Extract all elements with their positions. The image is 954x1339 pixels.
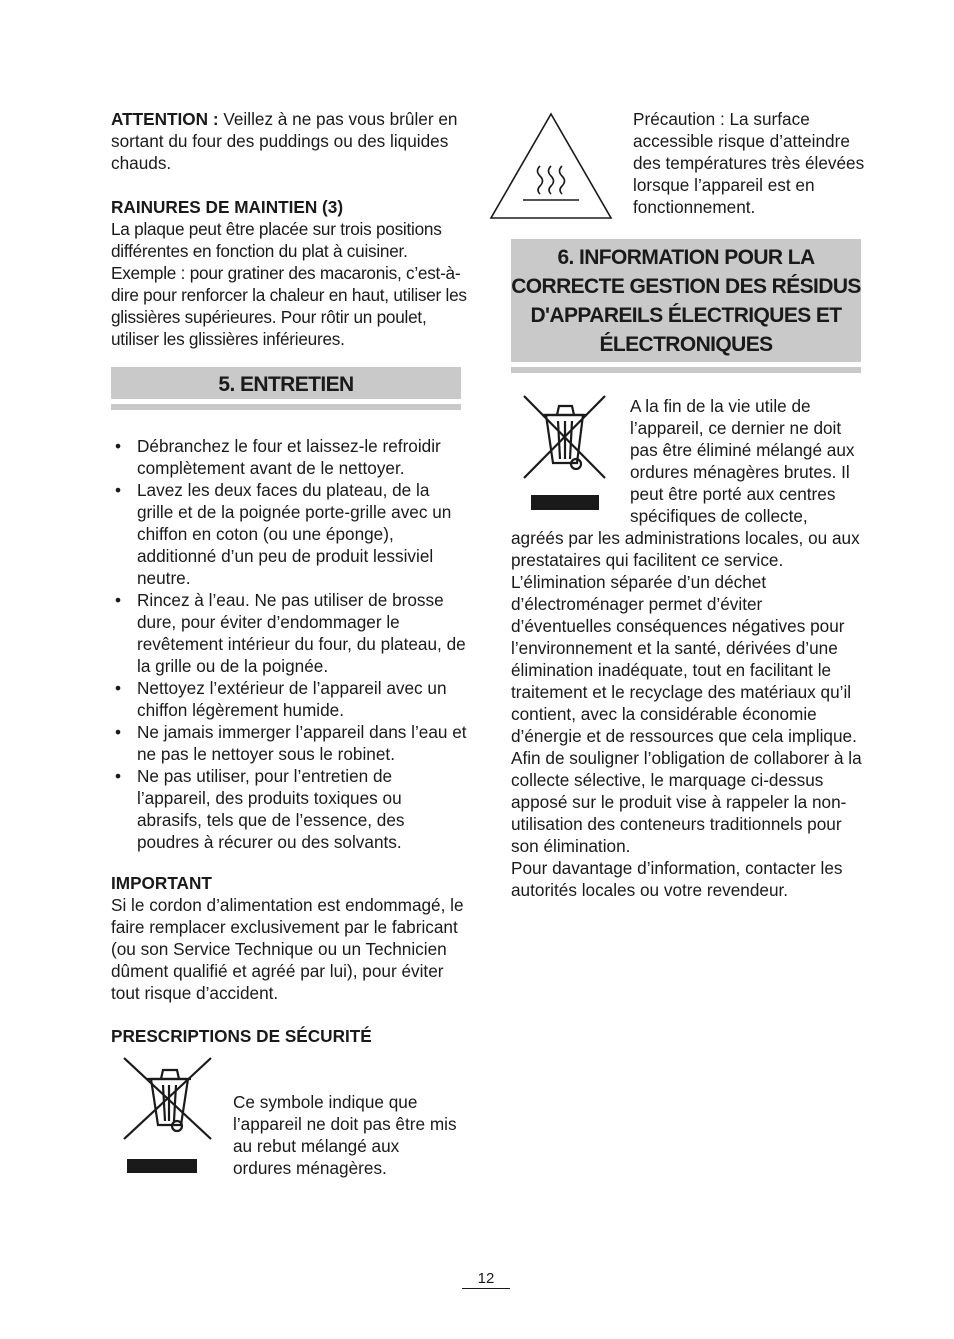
section6-heading-line: CORRECTE GESTION DES RÉSIDUS: [511, 275, 861, 298]
list-item: • Rincez à l’eau. Ne pas utiliser de brosse dure, pour éviter d’endommager le revêtement intérieur du four, du plateau, de la grille ou de la poignée.: [111, 589, 467, 677]
crossed-bin-weee-icon: [519, 393, 611, 515]
list-item: • Ne jamais immerger l’appareil dans l’eau et ne pas le nettoyer sous le robinet.: [111, 721, 467, 765]
crossed-bin-weee-icon: [121, 1055, 217, 1177]
section6-para3: Pour davantage d’information, contacter les autorités locales ou votre revendeur.: [511, 858, 843, 900]
hot-surface-warning-icon: [487, 111, 615, 223]
important-title: IMPORTANT: [111, 873, 212, 893]
important-text: Si le cordon d’alimentation est endommagé, le faire remplacer exclusivement par le fabricant (ou son Service Technique ou un Technicien dûment qualifié et agréé par lui), pour éviter tout risque d’accident.: [111, 895, 464, 1003]
rainures-section: [111, 196, 467, 350]
entretien-heading-text: 5. ENTRETIEN: [218, 373, 354, 396]
section6-intro: A la fin de la vie utile de l’appareil, ce dernier ne doit pas être éliminé mélangé aux ordures ménagères brutes. Il peut être porté aux centres spécifiques de collecte,: [630, 396, 855, 526]
page-number: 12: [462, 1270, 510, 1289]
section6-heading-line: 6. INFORMATION POUR LA: [557, 246, 815, 269]
precaution-text: Précaution : La surface accessible risque d’atteindre des températures très élevées lorsque l’appareil est en fonctionnement.: [633, 109, 865, 217]
attention-label: ATTENTION :: [111, 109, 219, 129]
section6-para2: Afin de souligner l’obligation de collaborer à la collecte sélective, le marquage ci-dessus apposé sur le produit vise à rappeler la non-utilisation des conteneurs traditionnels pour son élimination.: [511, 748, 862, 856]
attention-text: Veillez à ne pas vous brûler en sortant du four des puddings ou des liquides chauds.: [111, 109, 458, 173]
rainures-text: La plaque peut être placée sur trois positions différentes en fonction du plat à cuisiner. Exemple : pour gratiner des macaronis, c’est-à-dire pour renforcer la chaleur en haut, utiliser les glissières supérieures. Pour rôtir un poulet, utiliser les glissières inférieures.: [111, 219, 467, 349]
section6-heading-line: D'APPAREILS ÉLECTRIQUES ET: [530, 304, 842, 327]
list-item: • Lavez les deux faces du plateau, de la grille et de la poignée porte-grille avec un chiffon en coton (ou une éponge), additionné d’un peu de produit lessiviel neutre.: [111, 479, 467, 589]
section6-para1: agréés par les administrations locales, ou aux prestataires qui facilitent ce service. L’élimination séparée d’un déchet d’électroménager permet d’éviter d’éventuelles conséquences négatives pour l’environnement et la santé, dérivées d’une élimination inadéquate, tout en facilitant le traitement et le recyclage des matériaux qu’il contient, avec la considérable économie d’énergie et de ressources que cela implique.: [511, 528, 860, 746]
rainures-title: RAINURES DE MAINTIEN (3): [111, 197, 344, 217]
entretien-list-wrap: [111, 435, 467, 853]
section6-heading-line: ÉLECTRONIQUES: [599, 333, 773, 356]
section6-body: [511, 527, 866, 901]
section6-heading: [511, 239, 861, 367]
important-section: [111, 872, 467, 1004]
entretien-heading: [111, 367, 461, 404]
list-item: • Débranchez le four et laissez-le refroidir complètement avant de le nettoyer.: [111, 435, 467, 479]
prescriptions-title: PRESCRIPTIONS DE SÉCURITÉ: [111, 1026, 372, 1046]
list-item: • Nettoyez l’extérieur de l’appareil avec un chiffon légèrement humide.: [111, 677, 467, 721]
prescriptions-text: Ce symbole indique que l’appareil ne doit pas être mis au rebut mélangé aux ordures ménagères.: [233, 1092, 457, 1178]
attention-paragraph: [111, 108, 467, 174]
list-item: • Ne pas utiliser, pour l’entretien de l’appareil, des produits toxiques ou abrasifs, tels que de l’essence, des poudres à récurer ou des solvants.: [111, 765, 467, 853]
entretien-list: [111, 435, 467, 853]
